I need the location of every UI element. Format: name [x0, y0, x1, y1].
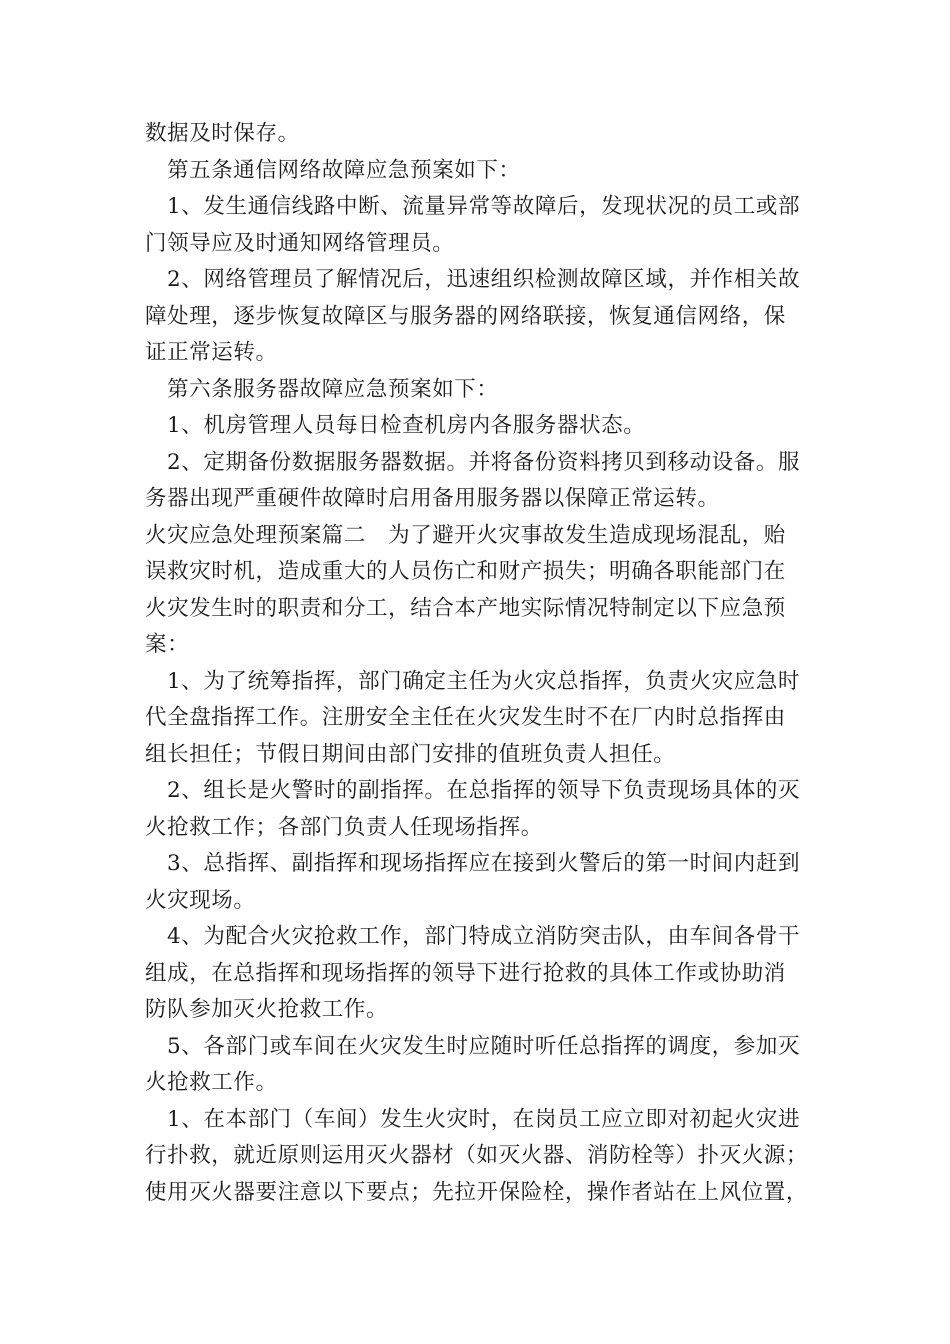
text-line: 火灾发生时的职责和分工，结合本产地实际情况特制定以下应急预 [145, 595, 786, 621]
text-line: 火灾现场。 [145, 887, 256, 913]
text-line: 组成，在总指挥和现场指挥的领导下进行抢救的具体工作或协助消 [145, 960, 786, 986]
text-line: 火灾应急处理预案篇二 为了避开火灾事故发生造成现场混乱，贻 [145, 522, 786, 548]
text-line: 2、定期备份数据服务器数据。并将备份资料拷贝到移动设备。服 [167, 449, 801, 475]
text-line: 火抢救工作；各部门负责人任现场指挥。 [145, 814, 543, 840]
text-line: 使用灭火器要注意以下要点；先拉开保险栓，操作者站在上风位置， [145, 1179, 809, 1205]
section-heading: 第五条通信网络故障应急预案如下： [167, 157, 521, 183]
text-line: 火抢救工作。 [145, 1070, 278, 1095]
text-line: 务器出现严重硬件故障时启用备用服务器以保障正常运转。 [145, 486, 720, 511]
text-line: 数据及时保存。 [145, 121, 300, 146]
document-body [145, 116, 813, 1211]
text-line: 1、在本部门（车间）发生火灾时，在岗员工应立即对初起火灾进 [167, 1106, 801, 1132]
text-line: 障处理，逐步恢复故障区与服务器的网络联接，恢复通信网络，保 [145, 303, 786, 329]
section-heading: 第六条服务器故障应急预案如下： [167, 376, 499, 402]
text-line: 5、各部门或车间在火灾发生时应随时听任总指挥的调度，参加灭 [167, 1033, 801, 1059]
text-line: 门领导应及时通知网络管理员。 [145, 230, 455, 256]
text-line: 组长担任；节假日期间由部门安排的值班负责人担任。 [145, 741, 676, 767]
text-line: 证正常运转。 [145, 340, 278, 365]
text-line: 案： [145, 632, 190, 657]
text-line: 代全盘指挥工作。注册安全主任在火灾发生时不在厂内时总指挥由 [145, 705, 786, 730]
text-line: 1、发生通信线路中断、流量异常等故障后，发现状况的员工或部 [167, 194, 801, 219]
text-line: 2、网络管理员了解情况后，迅速组织检测故障区域，并作相关故 [167, 267, 801, 292]
text-line: 1、机房管理人员每日检查机房内各服务器状态。 [167, 413, 646, 438]
text-line: 1、为了统筹指挥，部门确定主任为火灾总指挥，负责火灾应急时 [167, 668, 801, 694]
text-line: 4、为配合火灾抢救工作，部门特成立消防突击队，由车间各骨干 [167, 924, 801, 949]
text-line: 行扑救，就近原则运用灭火器材（如灭火器、消防栓等）扑灭火源； [145, 1143, 809, 1168]
text-line: 2、组长是火警时的副指挥。在总指挥的领导下负责现场具体的灭 [167, 778, 801, 803]
text-line: 误救灾时机，造成重大的人员伤亡和财产损失；明确各职能部门在 [145, 559, 786, 584]
text-line: 3、总指挥、副指挥和现场指挥应在接到火警后的第一时间内赶到 [167, 851, 801, 876]
text-line: 防队参加灭火抢救工作。 [145, 997, 389, 1022]
